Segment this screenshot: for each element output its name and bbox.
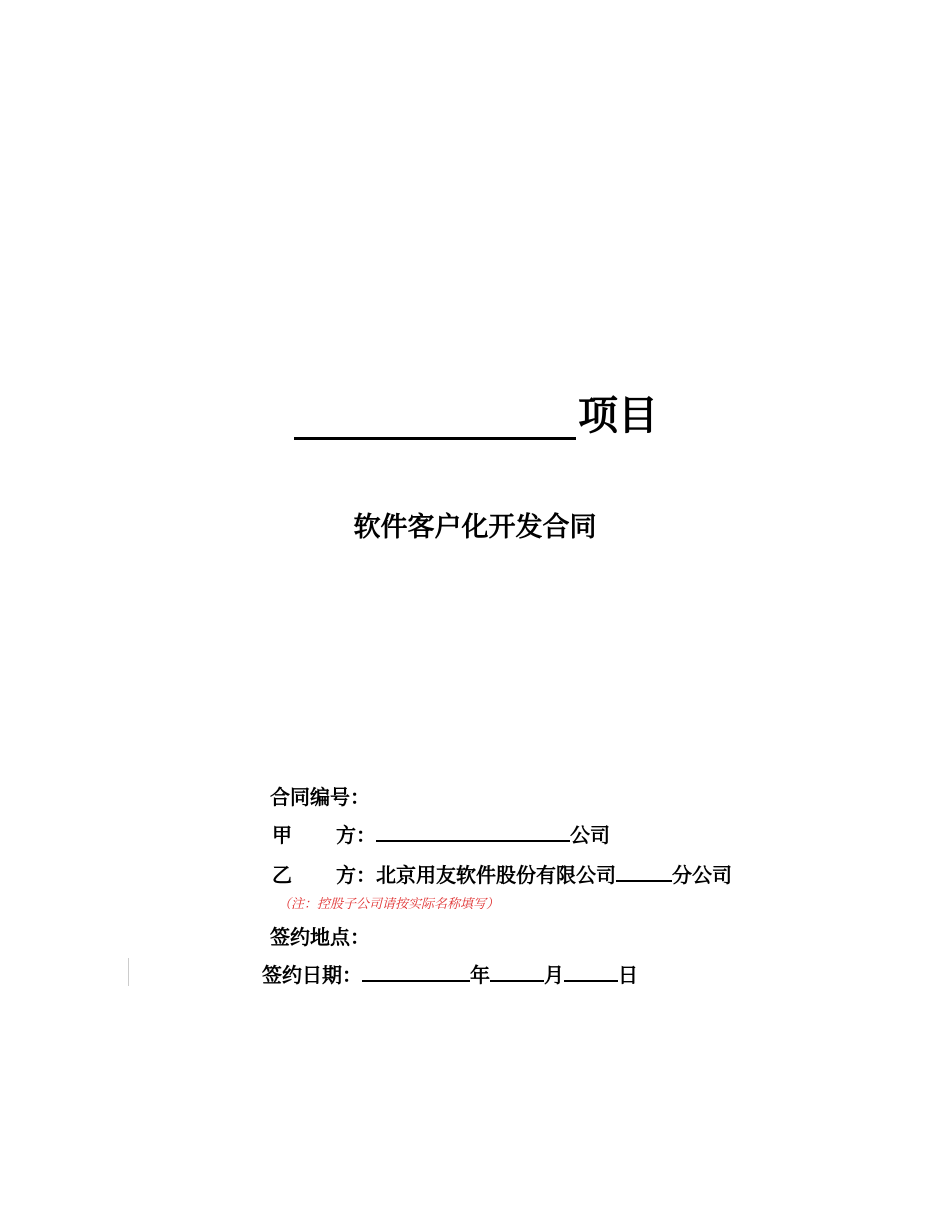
party-b-branch-blank[interactable] bbox=[616, 860, 672, 882]
project-name-blank[interactable] bbox=[294, 397, 576, 440]
month-blank[interactable] bbox=[490, 960, 544, 982]
month-label: 月 bbox=[544, 963, 564, 987]
contract-number-label: 合同编号： bbox=[270, 785, 370, 809]
party-a-row bbox=[272, 820, 610, 848]
contract-number-row bbox=[270, 784, 370, 810]
party-a-name-blank[interactable] bbox=[376, 820, 570, 842]
party-b-label-2: 方： bbox=[336, 863, 376, 887]
party-b-suffix: 分公司 bbox=[672, 863, 732, 887]
party-b-label-1: 乙 bbox=[272, 863, 292, 887]
contract-title: 软件客户化开发合同 bbox=[353, 512, 597, 543]
project-title bbox=[294, 392, 658, 440]
year-blank[interactable] bbox=[362, 960, 470, 982]
party-a-label-1: 甲 bbox=[272, 823, 292, 847]
party-b-name: 北京用友软件股份有限公司 bbox=[376, 863, 616, 887]
party-a-suffix: 公司 bbox=[570, 823, 610, 847]
party-a-label-2: 方： bbox=[336, 823, 376, 847]
day-label: 日 bbox=[618, 963, 638, 987]
party-b-row bbox=[272, 860, 732, 888]
signing-date-label: 签约日期： bbox=[262, 963, 362, 987]
day-blank[interactable] bbox=[564, 960, 618, 982]
margin-marker bbox=[128, 958, 129, 986]
signing-place-label: 签约地点： bbox=[270, 925, 370, 949]
signing-place-row bbox=[270, 924, 370, 950]
signing-date-row bbox=[262, 960, 638, 988]
party-b-note: （注：控股子公司请按实际名称填写） bbox=[278, 897, 500, 912]
year-label: 年 bbox=[470, 963, 490, 987]
project-suffix: 项目 bbox=[578, 392, 658, 439]
